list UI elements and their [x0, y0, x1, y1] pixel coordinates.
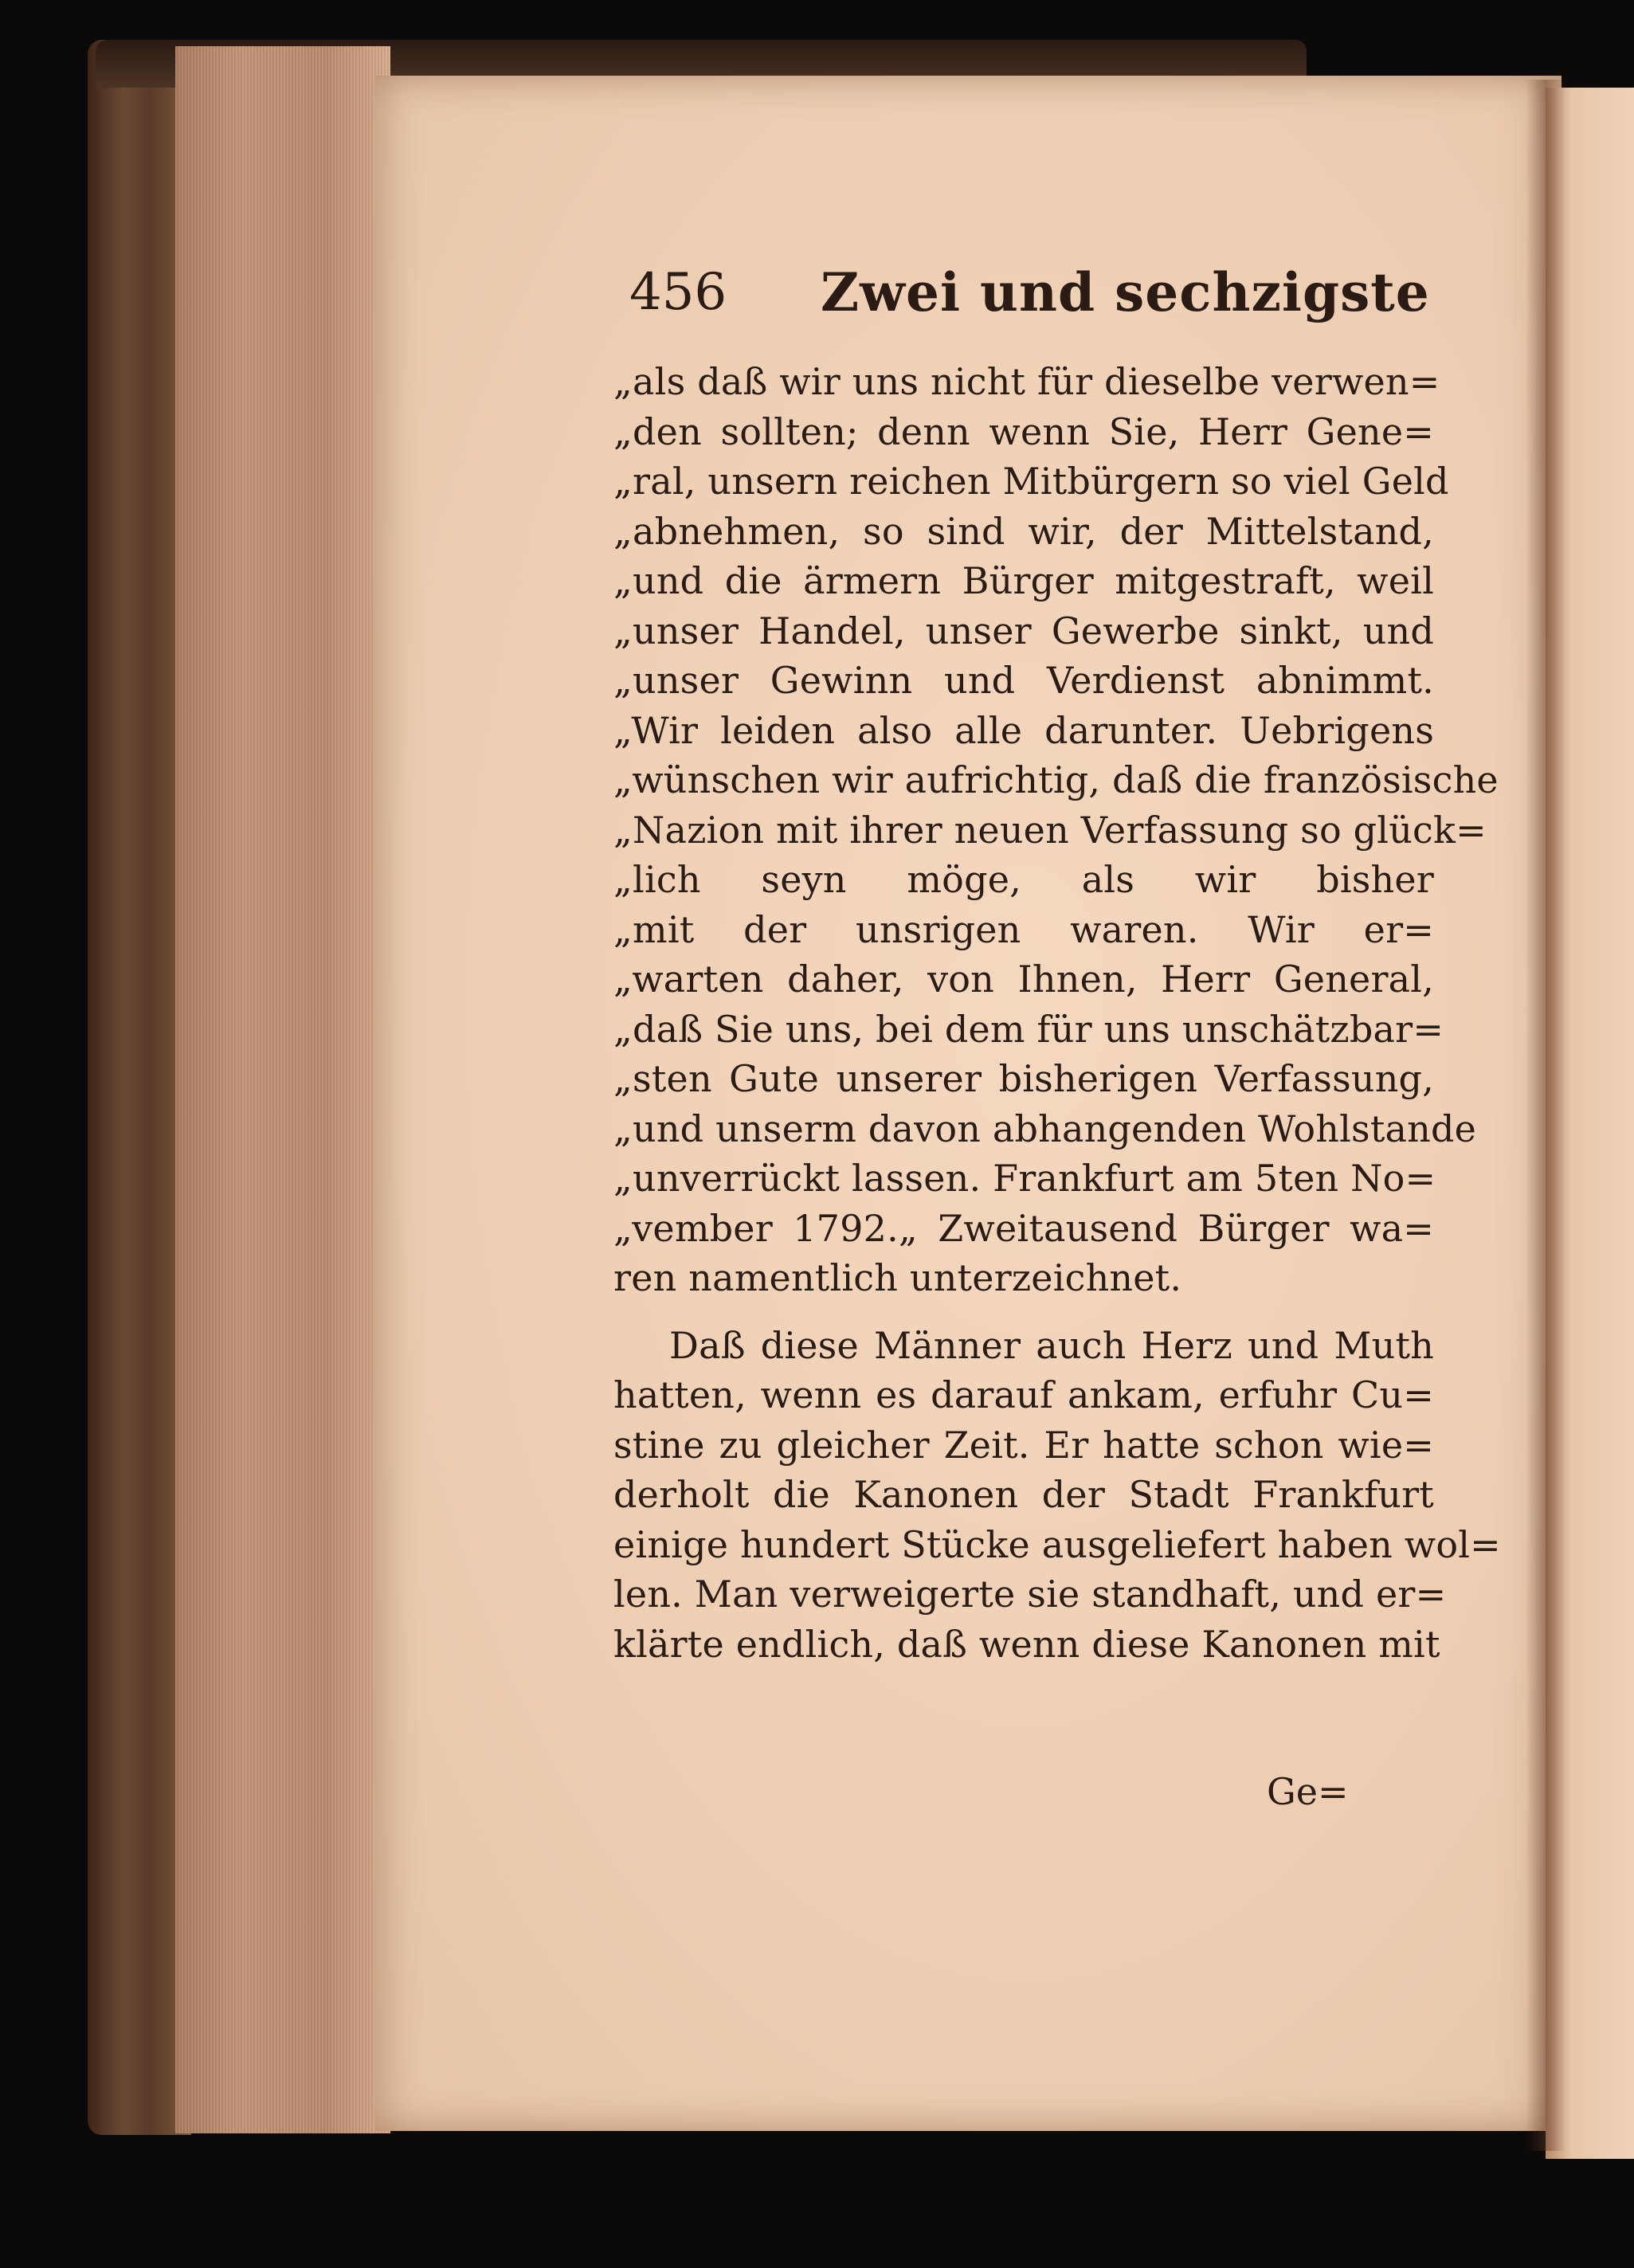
text-line: „daß Sie uns, bei dem für uns unschätzbar= — [613, 1007, 1444, 1051]
text-line: stine zu gleicher Zeit. Er hatte schon wie= — [613, 1423, 1434, 1467]
text-line: „und unserm davon abhangenden Wohlstande — [613, 1107, 1477, 1150]
text-line: ren namentlich unterzeichnet. — [613, 1256, 1182, 1299]
text-line: „Nazion mit ihrer neuen Verfassung so glück= — [613, 808, 1487, 852]
text-line: „als daß wir uns nicht für dieselbe verwen= — [613, 360, 1440, 403]
text-line: „warten daher, von Ihnen, Herr General, — [613, 958, 1434, 1001]
text-line: „sten Gute unserer bisherigen Verfassung, — [613, 1057, 1434, 1100]
text-line: einige hundert Stücke ausgeliefert haben wol= — [613, 1522, 1501, 1566]
text-line: „Wir leiden also alle darunter. Uebrigens — [613, 708, 1434, 752]
text-line: „mit der unsrigen waren. Wir er= — [613, 907, 1434, 951]
text-line: derholt die Kanonen der Stadt Frankfurt — [613, 1473, 1434, 1516]
text-line: „unverrückt lassen. Frankfurt am 5ten No= — [613, 1157, 1436, 1200]
body-text — [613, 357, 1501, 1669]
text-line: Daß diese Männer auch Herz und Muth — [669, 1323, 1434, 1367]
text-line: len. Man verweigerte sie standhaft, und er= — [613, 1573, 1447, 1616]
text-line: „vember 1792.„ Zweitausend Bürger wa= — [613, 1206, 1434, 1250]
text-line: „abnehmen, so sind wir, der Mittelstand, — [613, 509, 1434, 553]
running-head: Zwei und sechzigste — [821, 261, 1430, 323]
text-line: „unser Handel, unser Gewerbe sinkt, und — [613, 609, 1434, 652]
text-line: „unser Gewinn und Verdienst abnimmt. — [613, 659, 1434, 702]
text-line: „und die ärmern Bürger mitgestraft, weil — [613, 559, 1434, 602]
text-line: „wünschen wir aufrichtig, daß die französische — [613, 758, 1499, 801]
text-line: „den sollten; denn wenn Sie, Herr Gene= — [613, 409, 1434, 453]
text-line: „lich seyn möge, als wir bisher — [613, 858, 1434, 901]
text-line: „ral, unsern reichen Mitbürgern so viel Geld — [613, 460, 1449, 503]
text-line: klärte endlich, daß wenn diese Kanonen mit — [613, 1622, 1440, 1666]
page-number: 456 — [629, 263, 727, 322]
text-line: hatten, wenn es darauf ankam, erfuhr Cu= — [613, 1373, 1434, 1416]
catchword: Ge= — [1267, 1770, 1349, 1813]
